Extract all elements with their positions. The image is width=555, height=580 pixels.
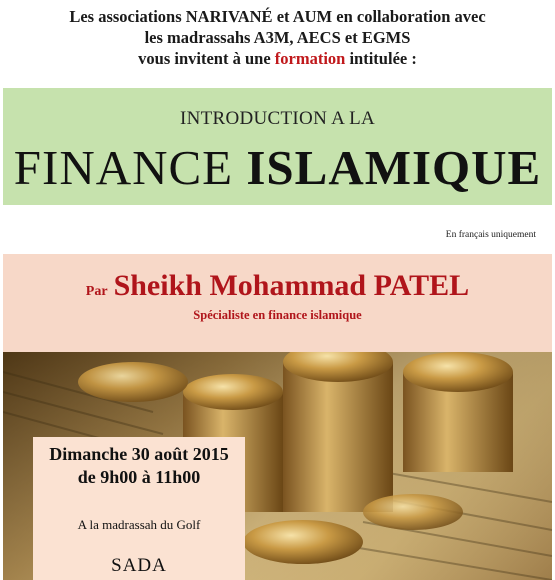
speaker-banner [3, 254, 552, 352]
intro-line-3 [0, 48, 555, 69]
intro-line-2: les madrassahs A3M, AECS et EGMS [144, 28, 411, 47]
title-word-islamique: ISLAMIQUE [246, 140, 542, 195]
speaker-line [3, 268, 552, 310]
event-date-time [33, 443, 245, 489]
coin-stack-right [403, 352, 513, 472]
title-banner [3, 88, 552, 205]
speaker-role: Spécialiste en finance islamique [193, 308, 362, 322]
intro-text [0, 6, 555, 69]
intro-line-1: Les associations NARIVANÉ et AUM en collaboration avec [69, 7, 486, 26]
event-time: de 9h00 à 11h00 [77, 467, 201, 487]
intro-line-3-before: vous invitent à une [138, 49, 275, 68]
language-note: En français uniquement [445, 230, 536, 240]
speaker-name: Sheikh Mohammad PATEL [113, 269, 470, 302]
intro-highlight: formation [274, 49, 346, 68]
title-subheading: INTRODUCTION A LA [179, 108, 376, 129]
intro-line-3-after: intitulée : [345, 49, 417, 68]
speaker-prefix: Par [85, 284, 108, 299]
event-date: Dimanche 30 août 2015 [49, 444, 229, 464]
event-info-box [33, 437, 245, 580]
title-word-finance: FINANCE [13, 140, 234, 195]
coin-stack-center [283, 352, 393, 512]
page-title [3, 138, 552, 198]
event-city: SADA [111, 555, 167, 576]
event-place: A la madrassah du Golf [77, 517, 201, 532]
